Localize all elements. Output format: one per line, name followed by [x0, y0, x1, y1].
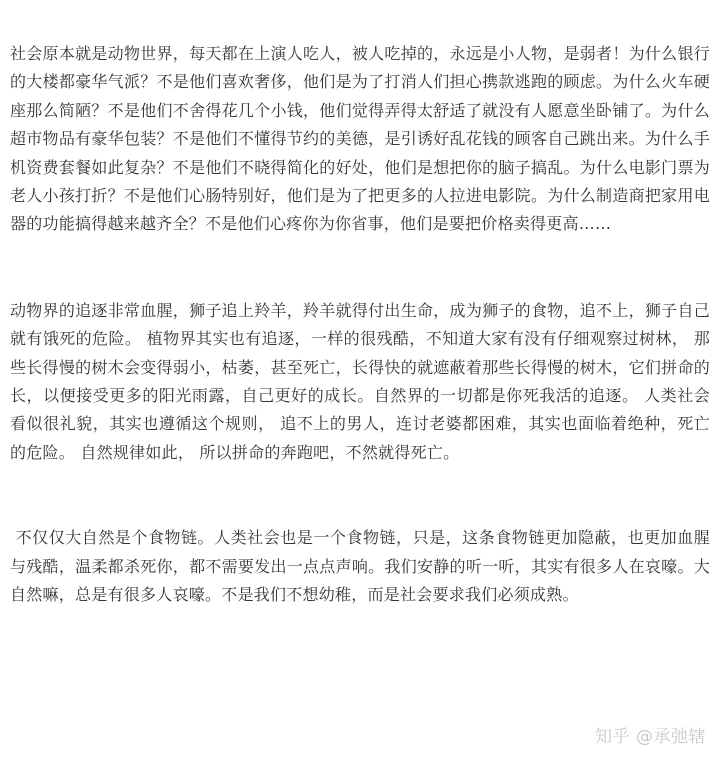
paragraph-3: 不仅仅大自然是个食物链。人类社会也是一个食物链，只是，这条食物链更加隐蔽，也更加血腥与残酷，温柔都杀死你，都不需要发出一点点声响。我们安静的听一听，其实有很多人在哀嚎。大自然嘛，总是有很多人哀嚎。不是我们不想幼稚，而是社会要求我们必须成熟。: [10, 528, 710, 605]
zhihu-watermark: 知乎 @承弛辖: [595, 727, 706, 747]
article-body: [10, 40, 710, 610]
paragraph-1: 社会原本就是动物世界，每天都在上演人吃人，被人吃掉的，永远是小人物，是弱者！为什么银行的大楼都豪华气派？不是他们喜欢奢侈，他们是为了打消人们担心携款逃跑的顾虑。为什么火车硬座那么简陋？不是他们不舍得花几个小钱，他们觉得弄得太舒适了就没有人愿意坐卧铺了。为什么超市物品有豪华包装？不是他们不懂得节约的美德，是引诱好乱花钱的顾客自己跳出来。为什么手机资费套餐如此复杂？不是他们不晓得简化的好处，他们是想把你的脑子搞乱。为什么电影门票为老人小孩打折？不是他们心肠特别好，他们是为了把更多的人拉进电影院。为什么制造商把家用电器的功能搞得越来越齐全？不是他们心疼你为你省事，他们是要把价格卖得更高……: [10, 44, 710, 234]
paragraph-2: 动物界的追逐非常血腥，狮子追上羚羊，羚羊就得付出生命，成为狮子的食物，追不上，狮子自己就有饿死的危险。 植物界其实也有追逐，一样的很残酷，不知道大家有没有仔细观察过树林， 那些长得慢的树木会变得弱小，枯萎，甚至死亡，长得快的就遮蔽着那些长得慢的树木，它们拼命的长，以便接受更多的阳光雨露，自己更好的成长。自然界的一切都是你死我活的追逐。 人类社会看似很礼貌，其实也遵循这个规则， 追不上的男人，连讨老婆都困难，其实也面临着绝种，死亡的危险。 自然规律如此， 所以拼命的奔跑吧，不然就得死亡。: [10, 300, 710, 462]
